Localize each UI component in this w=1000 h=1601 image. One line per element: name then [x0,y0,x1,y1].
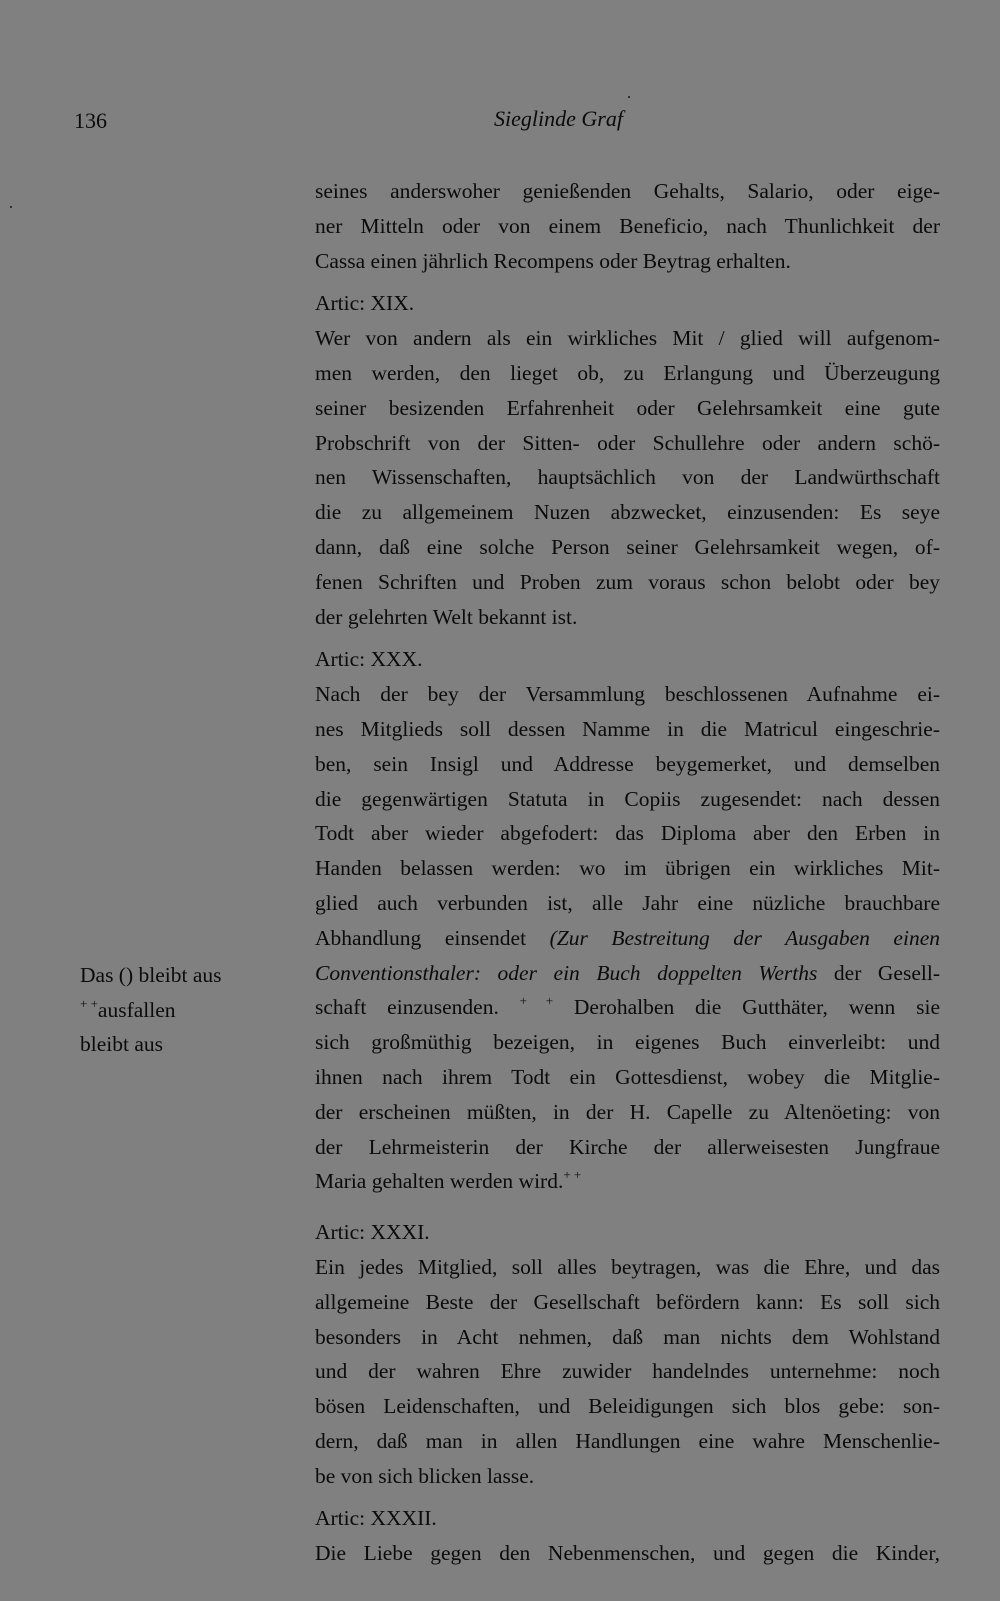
running-head: Sieglinde Graf [494,106,623,131]
margin-note [80,958,222,1062]
text-line [315,921,940,956]
text-line: Probschrift von der Sitten- oder Schullehre oder andern schö- [315,430,940,455]
text-line: nen Wissenschaften, hauptsächlich von der Landwürthschaft [315,465,940,490]
text-line [315,1164,940,1199]
text-line: Wer von andern als ein wirkliches Mit / glied will aufgenom- [315,326,940,351]
article-paragraph [315,1536,940,1571]
text-line: dern, daß man in allen Handlungen eine wahre Menschenlie- [315,1428,940,1453]
article-paragraph [315,677,940,1199]
text-line: bösen Leidenschaften, und Beleidigungen sich blos gebe: son- [315,1394,940,1419]
margin-note-text: ausfallen [97,997,176,1022]
text-line: seines anderswoher genießenden Gehalts, Salario, oder eige- [315,179,940,203]
article-heading: Artic: XXXII. [315,1506,437,1531]
italic-insertion: Conventionsthaler: oder ein Buch doppelten Werths [315,960,818,985]
text-line: der gelehrten Welt bekannt ist. [315,604,578,629]
text-line: Nach der bey der Versammlung beschlossenen Aufnahme ei- [315,682,940,707]
text-run: Derohalben die Gutthäter, wenn sie [553,995,940,1020]
text-line: der erscheinen müßten, in der H. Capelle zu Altenöeting: von [315,1099,940,1124]
text-line: dann, daß eine solche Person seiner Gelehrsamkeit wegen, of- [315,534,940,559]
text-run: Abhandlung einsendet [315,925,550,950]
text-line: Todt aber wieder abgefodert: das Diploma aber den Erben in [315,821,940,846]
insertion-marks: + + [80,995,98,1011]
text-line: sich großmüthig bezeigen, in eigenes Buch einverleibt: und [315,1030,940,1055]
scan-speck-left [10,206,12,208]
text-line: und der wahren Ehre zuwider handelndes unternehme: noch [315,1359,940,1384]
article-paragraph [315,1250,940,1494]
margin-note-line [80,993,222,1028]
text-line: ben, sein Insigl und Addresse beygemerket, und demselben [315,751,940,776]
text-line: fenen Schriften und Proben zum voraus schon belobt oder bey [315,569,940,594]
text-line: nes Mitglieds soll dessen Namme in die Matricul eingeschrie- [315,716,940,741]
text-line: men werden, den lieget ob, zu Erlangung und Überzeugung [315,360,940,385]
italic-insertion: (Zur Bestreitung der Ausgaben einen [549,925,940,950]
paragraph-continuation [315,174,940,278]
text-line: ner Mitteln oder von einem Beneficio, nach Thunlichkeit der [315,213,940,238]
scan-speck-top [628,96,630,98]
text-line: Ein jedes Mitglied, soll alles beytragen, was die Ehre, und das [315,1254,940,1279]
text-line: Cassa einen jährlich Recompens oder Beytrag erhalten. [315,248,791,273]
text-line: glied auch verbunden ist, alle Jahr eine nüzliche brauchbare [315,890,940,915]
article-paragraph [315,321,940,634]
text-line: allgemeine Beste der Gesellschaft befördern kann: Es soll sich [315,1289,940,1314]
text-line: die gegenwärtigen Statuta in Copiis zugesendet: nach dessen [315,786,940,811]
text-line: Handen belassen werden: wo im übrigen ein wirkliches Mit- [315,856,940,881]
text-line: ihnen nach ihrem Todt ein Gottesdienst, wobey die Mitglie- [315,1064,940,1089]
text-line [315,956,940,991]
text-line [315,990,940,1025]
text-line: die zu allgemeinem Nuzen abzwecket, einzusenden: Es seye [315,500,940,525]
insertion-marks: + + [519,993,554,1009]
insertion-marks: + + [563,1167,582,1183]
text-run: Maria gehalten werden wird. [315,1169,564,1194]
text-line: seiner besizenden Erfahrenheit oder Gelehrsamkeit eine gute [315,395,940,420]
text-line: be von sich blicken lasse. [315,1463,535,1488]
article-heading: Artic: XXXI. [315,1220,430,1245]
text-line: der Lehrmeisterin der Kirche der allerweisesten Jungfraue [315,1134,940,1159]
text-line: besonders in Acht nehmen, daß man nichts dem Wohlstand [315,1324,940,1349]
article-heading: Artic: XIX. [315,291,415,316]
margin-note-line: bleibt aus [80,1032,163,1056]
text-run: der Gesell- [817,960,940,985]
text-line: Die Liebe gegen den Nebenmenschen, und gegen die Kinder, [315,1541,940,1566]
body-text [315,174,940,1571]
article-heading: Artic: XXX. [315,647,423,672]
margin-note-line: Das () bleibt aus [80,963,222,987]
page-number: 136 [74,108,107,133]
text-run: schaft einzusenden. [315,995,520,1020]
